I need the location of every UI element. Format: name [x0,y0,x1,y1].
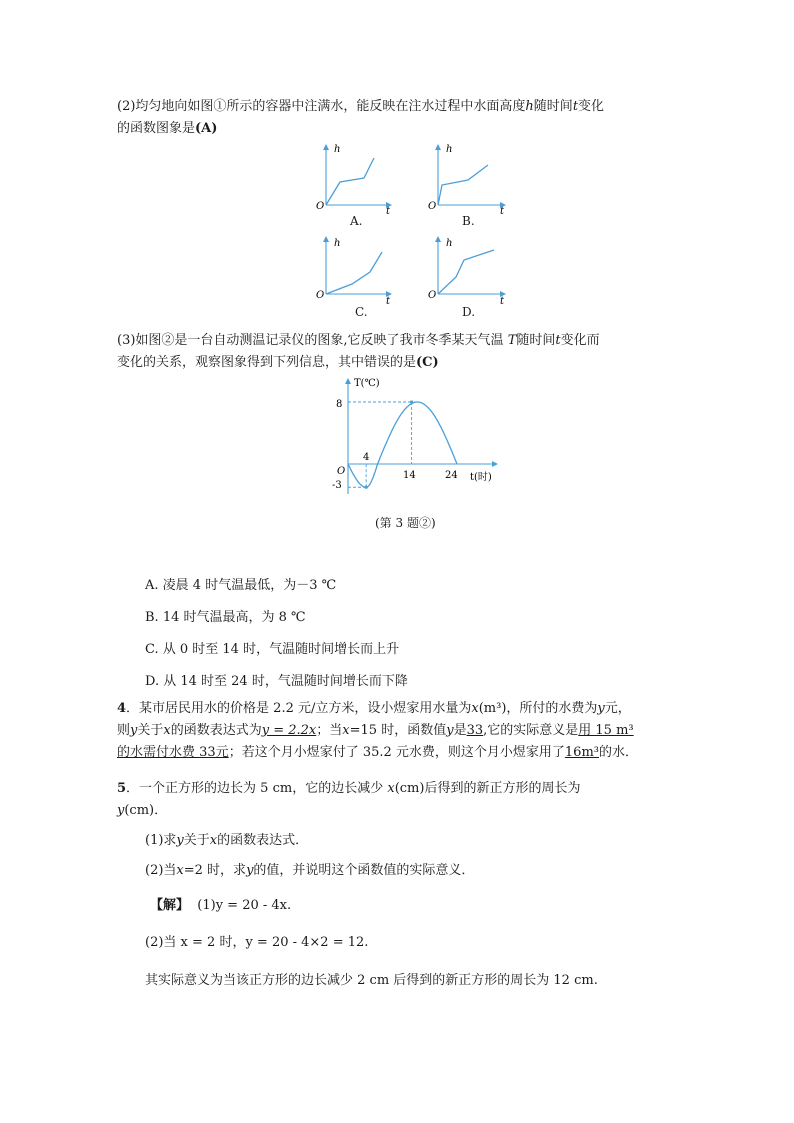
q4-answer-value: 33 [466,723,484,738]
graph-b-label: B. [462,214,475,228]
q4-answer-expression: y = 2.2x [261,723,317,738]
graph-c-label: C. [355,305,368,319]
q5-text: 5．一个正方形的边长为 5 cm，它的边长减少 x(cm)后得到的新正方形的周长为 y(cm)． [117,781,581,818]
temp-xtick-14: 14 [403,470,416,481]
graph-a-y-arrow [323,144,329,150]
q2-prefix: (2)均匀地向如图①所示的容器中注满水，能反映在注水过程中水面高度 [117,99,526,114]
temp-point-max [410,400,413,403]
q3-option-b: B. 14 时气温最高，为 8 ℃ [145,610,306,625]
graph-c-origin: O [316,290,325,301]
graph-d-origin: O [428,290,437,301]
q5-number: 5 [117,781,127,796]
graph-a-xlabel: t [386,206,391,216]
graph-c [312,232,396,308]
q2-suffix: 变化 [578,99,605,114]
q5-sub2: (2)当x=2 时，求y的值，并说明这个函数值的实际意义． [145,863,475,878]
graph-b-xlabel: t [500,206,505,216]
graph-a-ylabel: h [334,144,341,155]
graph-d [424,232,512,308]
graph-a [312,140,396,216]
q2-mid: 随时间 [533,99,573,114]
q4-text: 4．某市居民用水的价格是 2.2 元/立方米，设小煜家用水量为x(m³)，所付的水费为y元， 则y关于x的函数表达式为y = 2.2x；当x=15 时，函数值y是33,它的实际意义是用 15 m³ 的水需付水费 33元；若这个月小煜家付了 35.2 元水费，则这个月小煜家用了16m³的水． [117,701,639,760]
q3-line1b: 随时间 [516,333,556,348]
graph-d-line [438,250,494,294]
temp-xlabel: t(时) [470,472,492,483]
graph-d-ylabel: h [446,238,453,249]
q2-var-t: t [572,99,579,114]
q3-option-c: C. 从 0 时至 14 时，气温随时间增长而上升 [145,642,400,657]
graph-b [424,140,512,216]
temperature-chart [320,372,510,496]
q3-option-d: D. 从 14 时至 24 时，气温随时间增长而下降 [145,674,408,689]
q5-sub1: (1)求y关于x的函数表达式． [145,833,309,848]
graph-d-y-arrow [435,236,441,242]
q5-solution-1: 【解】 (1)y = 20 - 4x. [150,898,292,913]
temp-y-arrow [345,378,351,384]
q4-answer-volume: 16m³ [564,745,599,760]
q4-answer-meaning-b: 的水需付水费 33元 [117,745,229,760]
q3-text [117,330,677,374]
temp-ytick-minus3: -3 [332,480,342,491]
graph-c-xlabel: t [386,296,391,307]
graph-d-label: D. [462,305,476,319]
temp-x-arrow [492,461,498,467]
q3-caption: (第 3 题②) [375,516,436,530]
temp-xtick-4: 4 [363,452,370,463]
q3-line1: (3)如图②是一台自动测温记录仪的图象,它反映了我市冬季某天气温 [117,333,504,348]
temp-xtick-24: 24 [445,470,458,481]
graph-c-line [326,252,382,294]
q2-var-h: h [525,99,534,114]
graph-b-ylabel: h [446,144,453,155]
q3-line1c: 变化而 [560,333,600,348]
q2-text [117,96,677,140]
q2-answer: (A) [195,121,218,136]
graph-b-line [438,165,488,205]
temp-point-min [365,486,368,489]
q3-answer: (C) [416,355,439,370]
graph-c-y-arrow [323,236,329,242]
temp-ytick-8: 8 [336,399,343,410]
graph-a-origin: O [316,201,325,212]
q5-solution-2: (2)当 x = 2 时，y = 20 - 4×2 = 12. [145,935,369,950]
graph-c-ylabel: h [334,238,341,249]
graph-b-y-arrow [435,144,441,150]
graph-b-origin: O [428,201,437,212]
q2-line2: 的函数图象是 [117,121,196,136]
graph-a-label: A. [350,214,363,228]
graph-a-line [326,158,374,205]
q5-solution-tag: 【解】 [150,898,190,913]
q3-var-t: t [555,333,561,348]
temp-ylabel: T(℃) [354,378,380,389]
q4-number: 4 [117,701,127,716]
q3-line2: 变化的关系，观察图象得到下列信息，其中错误的是 [117,355,417,370]
q4-answer-meaning-a: 用 15 m³ [578,723,634,738]
q3-var-T: T [507,333,517,348]
graph-d-xlabel: t [500,296,505,307]
q3-option-a: A. 凌晨 4 时气温最低，为－3 ℃ [145,578,337,593]
q5-solution-3: 其实际意义为当该正方形的边长减少 2 cm 后得到的新正方形的周长为 12 cm. [145,973,598,988]
temp-origin: O [337,466,346,477]
